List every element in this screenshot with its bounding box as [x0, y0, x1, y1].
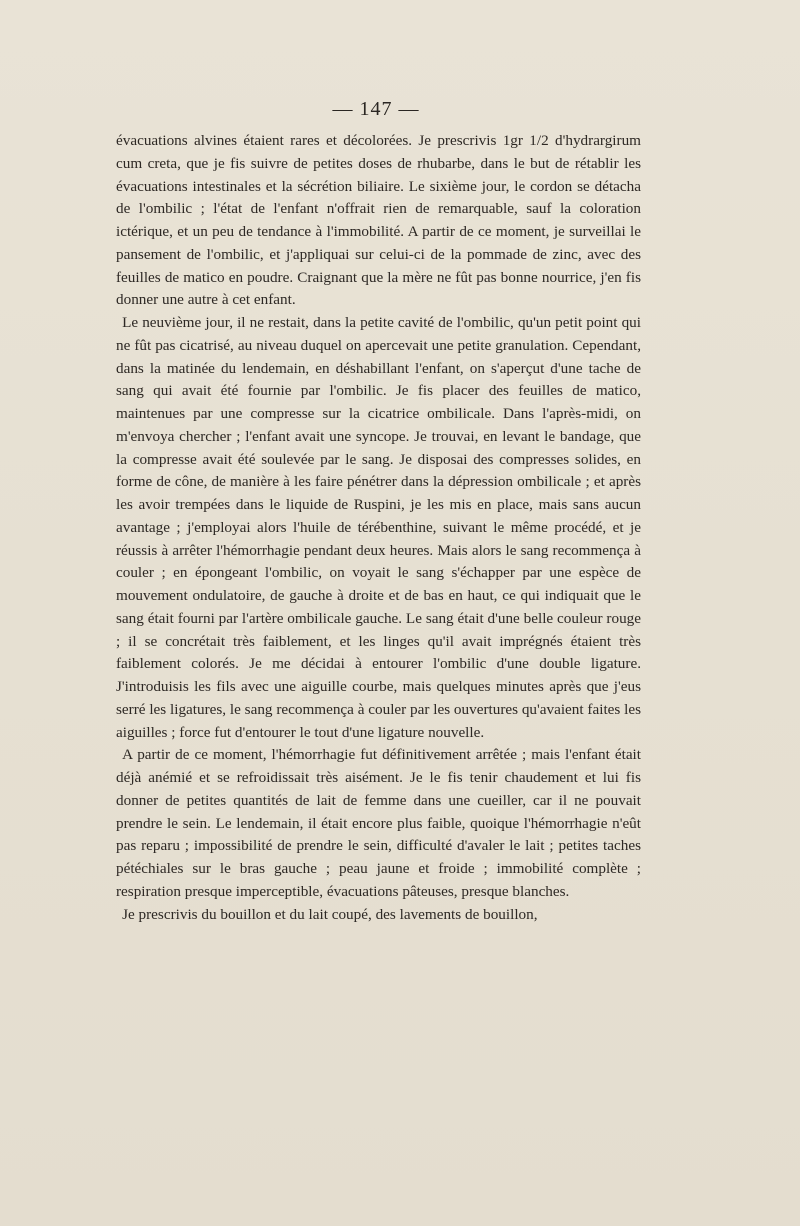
- paragraph-1: évacuations alvines étaient rares et décolorées. Je prescrivis 1gr 1/2 d'hydrargirum cum creta, que je fis suivre de petites doses de rhubarbe, dans le but de rétablir les évacuations intestinales et la sécrétion biliaire. Le sixième jour, le cordon se détacha de l'ombilic ; l'état de l'enfant n'offrait rien de remarquable, sauf la coloration ictérique, et un peu de tendance à l'immobilité. A partir de ce moment, je surveillai le pansement de l'ombilic, et j'appliquai sur celui-ci de la pommade de zinc, avec des feuilles de matico en poudre. Craignant que la mère ne fût pas bonne nourrice, j'en fis donner une autre à cet enfant.: [116, 132, 641, 309]
- paragraph-2: Le neuvième jour, il ne restait, dans la petite cavité de l'ombilic, qu'un petit point qui ne fût pas cicatrisé, au niveau duquel on apercevait une petite granulation. Cependant, dans la matinée du lendemain, en déshabillant l'enfant, on s'aperçut d'une tache de sang qui avait été fournie par l'ombilic. Je fis placer des feuilles de matico, maintenues par une compresse sur la cicatrice ombilicale. Dans l'après-midi, on m'envoya chercher ; l'enfant avait une syncope. Je trouvai, en levant le bandage, que la compresse avait été soulevée par le sang. Je disposai des compresses solides, en forme de cône, de manière à les faire pénétrer dans la dépression ombilicale ; et après les avoir trempées dans le liquide de Ruspini, je les mis en place, mais sans aucun avantage ; j'employai alors l'huile de térébenthine, suivant le même procédé, et je réussis à arrêter l'hémorrhagie pendant deux heures. Mais alors le sang recommença à couler ; en épongeant l'ombilic, on voyait le sang s'échapper par une espèce de mouvement ondulatoire, de gauche à droite et de bas en haut, ce qui indiquait que le sang était fourni par l'artère ombilicale gauche. Le sang était d'une belle couleur rouge ; il se concrétait très faiblement, et les linges qu'il avait imprégnés étaient très faiblement colorés. Je me décidai à entourer l'ombilic d'une double ligature. J'introduisis les fils avec une aiguille courbe, mais quelques minutes après que j'eus serré les ligatures, le sang recommença à couler par les ouvertures qu'avaient faites les aiguilles ; force fut d'entourer le tout d'une ligature nouvelle.: [116, 314, 641, 741]
- page-number: — 147 —: [332, 98, 420, 120]
- paragraph-3: A partir de ce moment, l'hémorrhagie fut définitivement arrêtée ; mais l'enfant était déjà anémié et se refroidissait très aisément. Je le fis tenir chaudement et lui fis donner de petites quantités de lait de femme dans une cueiller, car il ne pouvait prendre le sein. Le lendemain, il était encore plus faible, quoique l'hémorrhagie n'eût pas reparu ; impossibilité de prendre le sein, difficulté d'avaler le lait ; petites taches pétéchiales sur le bras gauche ; peau jaune et froide ; immobilité complète ; respiration presque imperceptible, évacuations pâteuses, presque blanches.: [116, 746, 641, 900]
- paragraph-4: Je prescrivis du bouillon et du lait coupé, des lavements de bouillon,: [122, 905, 538, 923]
- body-text: [116, 130, 641, 926]
